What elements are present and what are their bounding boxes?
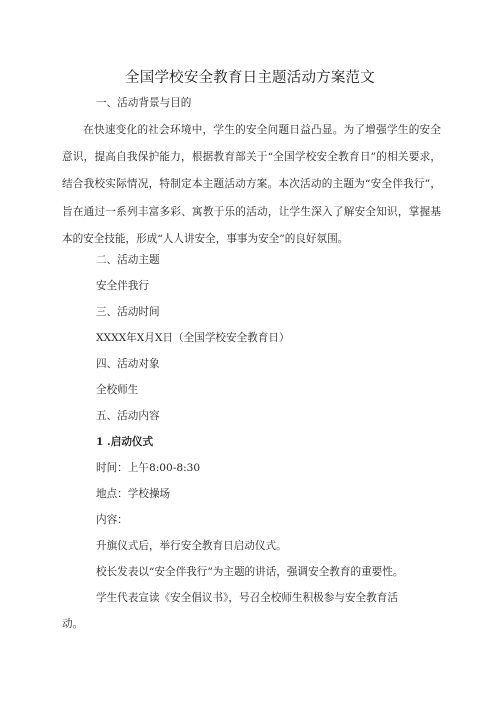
background-paragraph: 在快速变化的社会环境中，学生的安全问题日益凸显。为了增强学生的安全意识，提高自我保护能力，根据教育部关于“全国学校安全教育日”的相关要求，结合我校实际情况，特制定本主题活动方案。本次活动的主题为“安全伴我行”，旨在通过一系列丰富多彩、寓教于乐的活动，让学生深入了解安全知识，掌握基本的安全技能，形成“人人讲安全，事事为安全”的良好氛围。 bbox=[62, 124, 441, 245]
item1-line1: 升旗仪式后，举行安全教育日启动仪式。 bbox=[96, 540, 287, 552]
section-heading-content: 五、活动内容 bbox=[96, 410, 160, 422]
section-heading-time: 三、活动时间 bbox=[96, 306, 160, 318]
section-heading-target: 四、活动对象 bbox=[96, 358, 160, 370]
section-heading-theme: 二、活动主题 bbox=[96, 254, 160, 266]
item1-line3b: 动。 bbox=[62, 618, 84, 630]
item1-place: 地点：学校操场 bbox=[96, 488, 171, 500]
section-heading-background: 一、活动背景与目的 bbox=[96, 97, 192, 109]
document-title: 全国学校安全教育日主题活动方案范文 bbox=[125, 70, 375, 86]
item1-line2: 校长发表以“安全伴我行”为主题的讲话，强调安全教育的重要性。 bbox=[96, 566, 404, 578]
item1-heading: 1 .启动仪式 bbox=[96, 436, 154, 448]
theme-value: 安全伴我行 bbox=[96, 280, 149, 292]
item1-content-label: 内容： bbox=[96, 514, 128, 526]
time-value: XXXX年X月X日（全国学校安全教育日） bbox=[96, 332, 290, 344]
target-value: 全校师生 bbox=[96, 384, 139, 396]
item1-time: 时间：上午8:00-8:30 bbox=[96, 462, 201, 474]
item1-line3a: 学生代表宣读《安全倡议书》，号召全校师生积极参与安全教育活 bbox=[96, 592, 398, 604]
